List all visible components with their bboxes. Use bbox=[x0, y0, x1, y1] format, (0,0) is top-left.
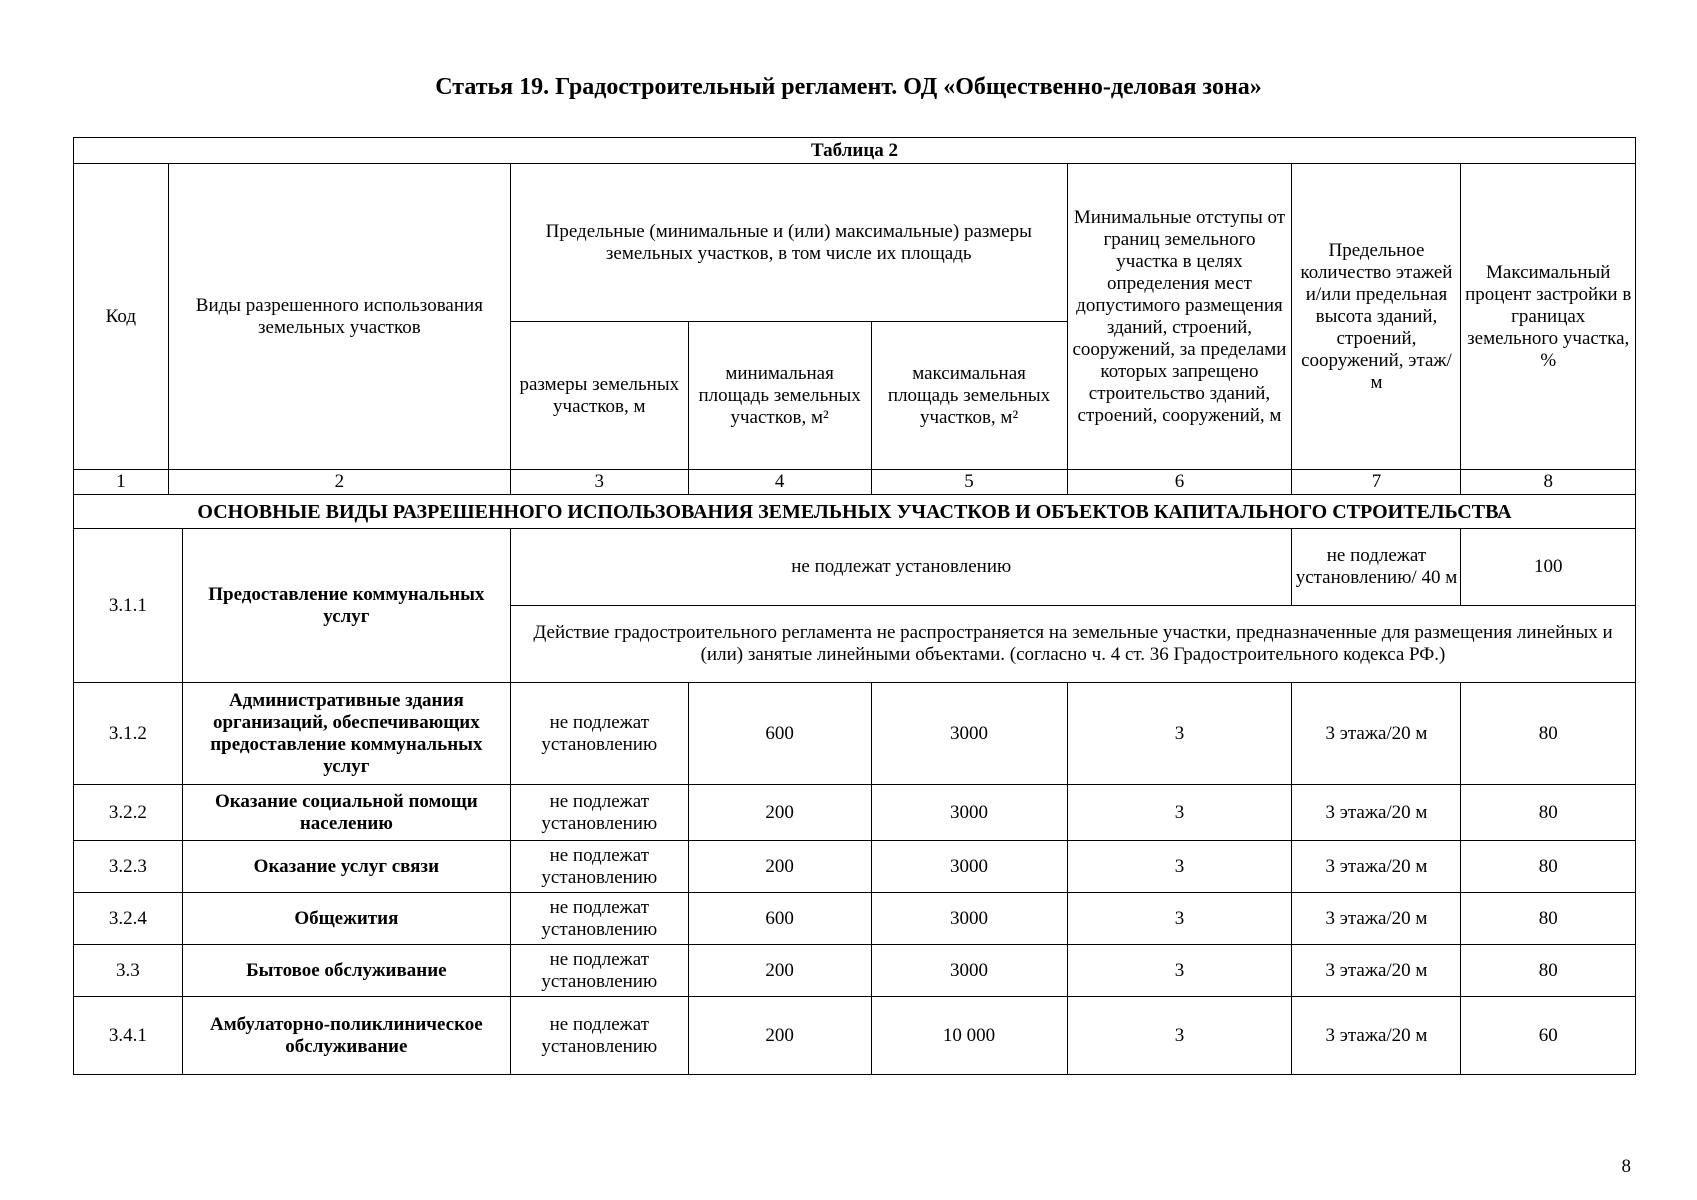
header-setbacks: Минимальные отступы от границ земельного участка в целях определения мест допустимого размещения зданий, строений, сооружений, за пределами которых запрещено строительство зданий, строений, сооружений, м bbox=[1067, 164, 1292, 470]
row-name: Предоставление коммунальных услуг bbox=[182, 529, 510, 683]
row-floors: 3 этажа/20 м bbox=[1292, 785, 1461, 841]
row-floors: 3 этажа/20 м bbox=[1292, 997, 1461, 1075]
row-setback: 3 bbox=[1067, 785, 1292, 841]
column-number: 2 bbox=[168, 470, 510, 495]
row-min-area: 200 bbox=[688, 785, 871, 841]
table-row bbox=[74, 945, 1636, 997]
table-row bbox=[74, 841, 1636, 893]
row-setback: 3 bbox=[1067, 841, 1292, 893]
row-max-area: 10 000 bbox=[871, 997, 1067, 1075]
row-code: 3.2.2 bbox=[74, 785, 183, 841]
row-name: Общежития bbox=[182, 893, 510, 945]
table-label: Таблица 2 bbox=[74, 138, 1636, 164]
row-size: не подлежат установлению bbox=[511, 945, 689, 997]
row-name: Амбулаторно-поликлиническое обслуживание bbox=[182, 997, 510, 1075]
column-numbers-row bbox=[74, 470, 1636, 495]
row-max-area: 3000 bbox=[871, 785, 1067, 841]
column-number: 8 bbox=[1461, 470, 1636, 495]
section-title: ОСНОВНЫЕ ВИДЫ РАЗРЕШЕННОГО ИСПОЛЬЗОВАНИЯ ЗЕМЕЛЬНЫХ УЧАСТКОВ И ОБЪЕКТОВ КАПИТАЛЬНОГО СТРОИТЕЛЬСТВА bbox=[74, 495, 1636, 529]
row-merged-value: не подлежат установлению bbox=[511, 529, 1292, 606]
row-name: Административные здания организаций, обеспечивающих предоставление коммунальных услуг bbox=[182, 683, 510, 785]
table-row bbox=[74, 529, 1636, 606]
row-note: Действие градостроительного регламента не распространяется на земельные участки, предназначенные для размещения линейных и (или) занятые линейными объектами. (согласно ч. 4 ст. 36 Градостроительного кодекса РФ.) bbox=[511, 606, 1636, 683]
header-size: размеры земельных участков, м bbox=[511, 322, 689, 470]
row-min-area: 200 bbox=[688, 841, 871, 893]
column-number: 5 bbox=[871, 470, 1067, 495]
row-coverage: 80 bbox=[1461, 841, 1636, 893]
row-size: не подлежат установлению bbox=[511, 997, 689, 1075]
row-min-area: 600 bbox=[688, 683, 871, 785]
row-code: 3.1.1 bbox=[74, 529, 183, 683]
column-number: 3 bbox=[511, 470, 689, 495]
header-floors: Предельное количество этажей и/или предельная высота зданий, строений, сооружений, этаж/м bbox=[1292, 164, 1461, 470]
row-size: не подлежат установлению bbox=[511, 683, 689, 785]
row-size: не подлежат установлению bbox=[511, 893, 689, 945]
row-size: не подлежат установлению bbox=[511, 841, 689, 893]
row-min-area: 600 bbox=[688, 893, 871, 945]
row-code: 3.4.1 bbox=[74, 997, 183, 1075]
header-code: Код bbox=[74, 164, 169, 470]
header-coverage: Максимальный процент застройки в границах земельного участка, % bbox=[1461, 164, 1636, 470]
row-floors: 3 этажа/20 м bbox=[1292, 945, 1461, 997]
row-max-area: 3000 bbox=[871, 841, 1067, 893]
row-code: 3.1.2 bbox=[74, 683, 183, 785]
row-code: 3.3 bbox=[74, 945, 183, 997]
table-row bbox=[74, 785, 1636, 841]
row-code: 3.2.4 bbox=[74, 893, 183, 945]
row-max-area: 3000 bbox=[871, 893, 1067, 945]
header-max-area: максимальная площадь земельных участков, м² bbox=[871, 322, 1067, 470]
column-number: 1 bbox=[74, 470, 169, 495]
row-coverage: 80 bbox=[1461, 785, 1636, 841]
row-floors: 3 этажа/20 м bbox=[1292, 841, 1461, 893]
row-setback: 3 bbox=[1067, 997, 1292, 1075]
regulation-table bbox=[73, 137, 1636, 1075]
row-coverage: 100 bbox=[1461, 529, 1636, 606]
row-coverage: 80 bbox=[1461, 945, 1636, 997]
row-max-area: 3000 bbox=[871, 945, 1067, 997]
row-coverage: 80 bbox=[1461, 893, 1636, 945]
row-max-area: 3000 bbox=[871, 683, 1067, 785]
table-row bbox=[74, 997, 1636, 1075]
row-setback: 3 bbox=[1067, 893, 1292, 945]
column-number: 6 bbox=[1067, 470, 1292, 495]
row-name: Бытовое обслуживание bbox=[182, 945, 510, 997]
row-setback: 3 bbox=[1067, 683, 1292, 785]
table-row bbox=[74, 683, 1636, 785]
column-number: 7 bbox=[1292, 470, 1461, 495]
row-floors: не подлежат установлению/ 40 м bbox=[1292, 529, 1461, 606]
header-min-area: минимальная площадь земельных участков, м² bbox=[688, 322, 871, 470]
row-size: не подлежат установлению bbox=[511, 785, 689, 841]
row-min-area: 200 bbox=[688, 945, 871, 997]
column-number: 4 bbox=[688, 470, 871, 495]
row-floors: 3 этажа/20 м bbox=[1292, 893, 1461, 945]
page-number: 8 bbox=[1621, 1156, 1631, 1177]
row-name: Оказание социальной помощи населению bbox=[182, 785, 510, 841]
header-limits: Предельные (минимальные и (или) максимальные) размеры земельных участков, в том числе их площадь bbox=[511, 164, 1068, 322]
row-code: 3.2.3 bbox=[74, 841, 183, 893]
row-setback: 3 bbox=[1067, 945, 1292, 997]
page-title: Статья 19. Градостроительный регламент. ОД «Общественно-деловая зона» bbox=[435, 74, 1262, 100]
row-coverage: 80 bbox=[1461, 683, 1636, 785]
row-min-area: 200 bbox=[688, 997, 871, 1075]
row-floors: 3 этажа/20 м bbox=[1292, 683, 1461, 785]
row-coverage: 60 bbox=[1461, 997, 1636, 1075]
header-kind: Виды разрешенного использования земельных участков bbox=[168, 164, 510, 470]
table-row bbox=[74, 893, 1636, 945]
row-name: Оказание услуг связи bbox=[182, 841, 510, 893]
